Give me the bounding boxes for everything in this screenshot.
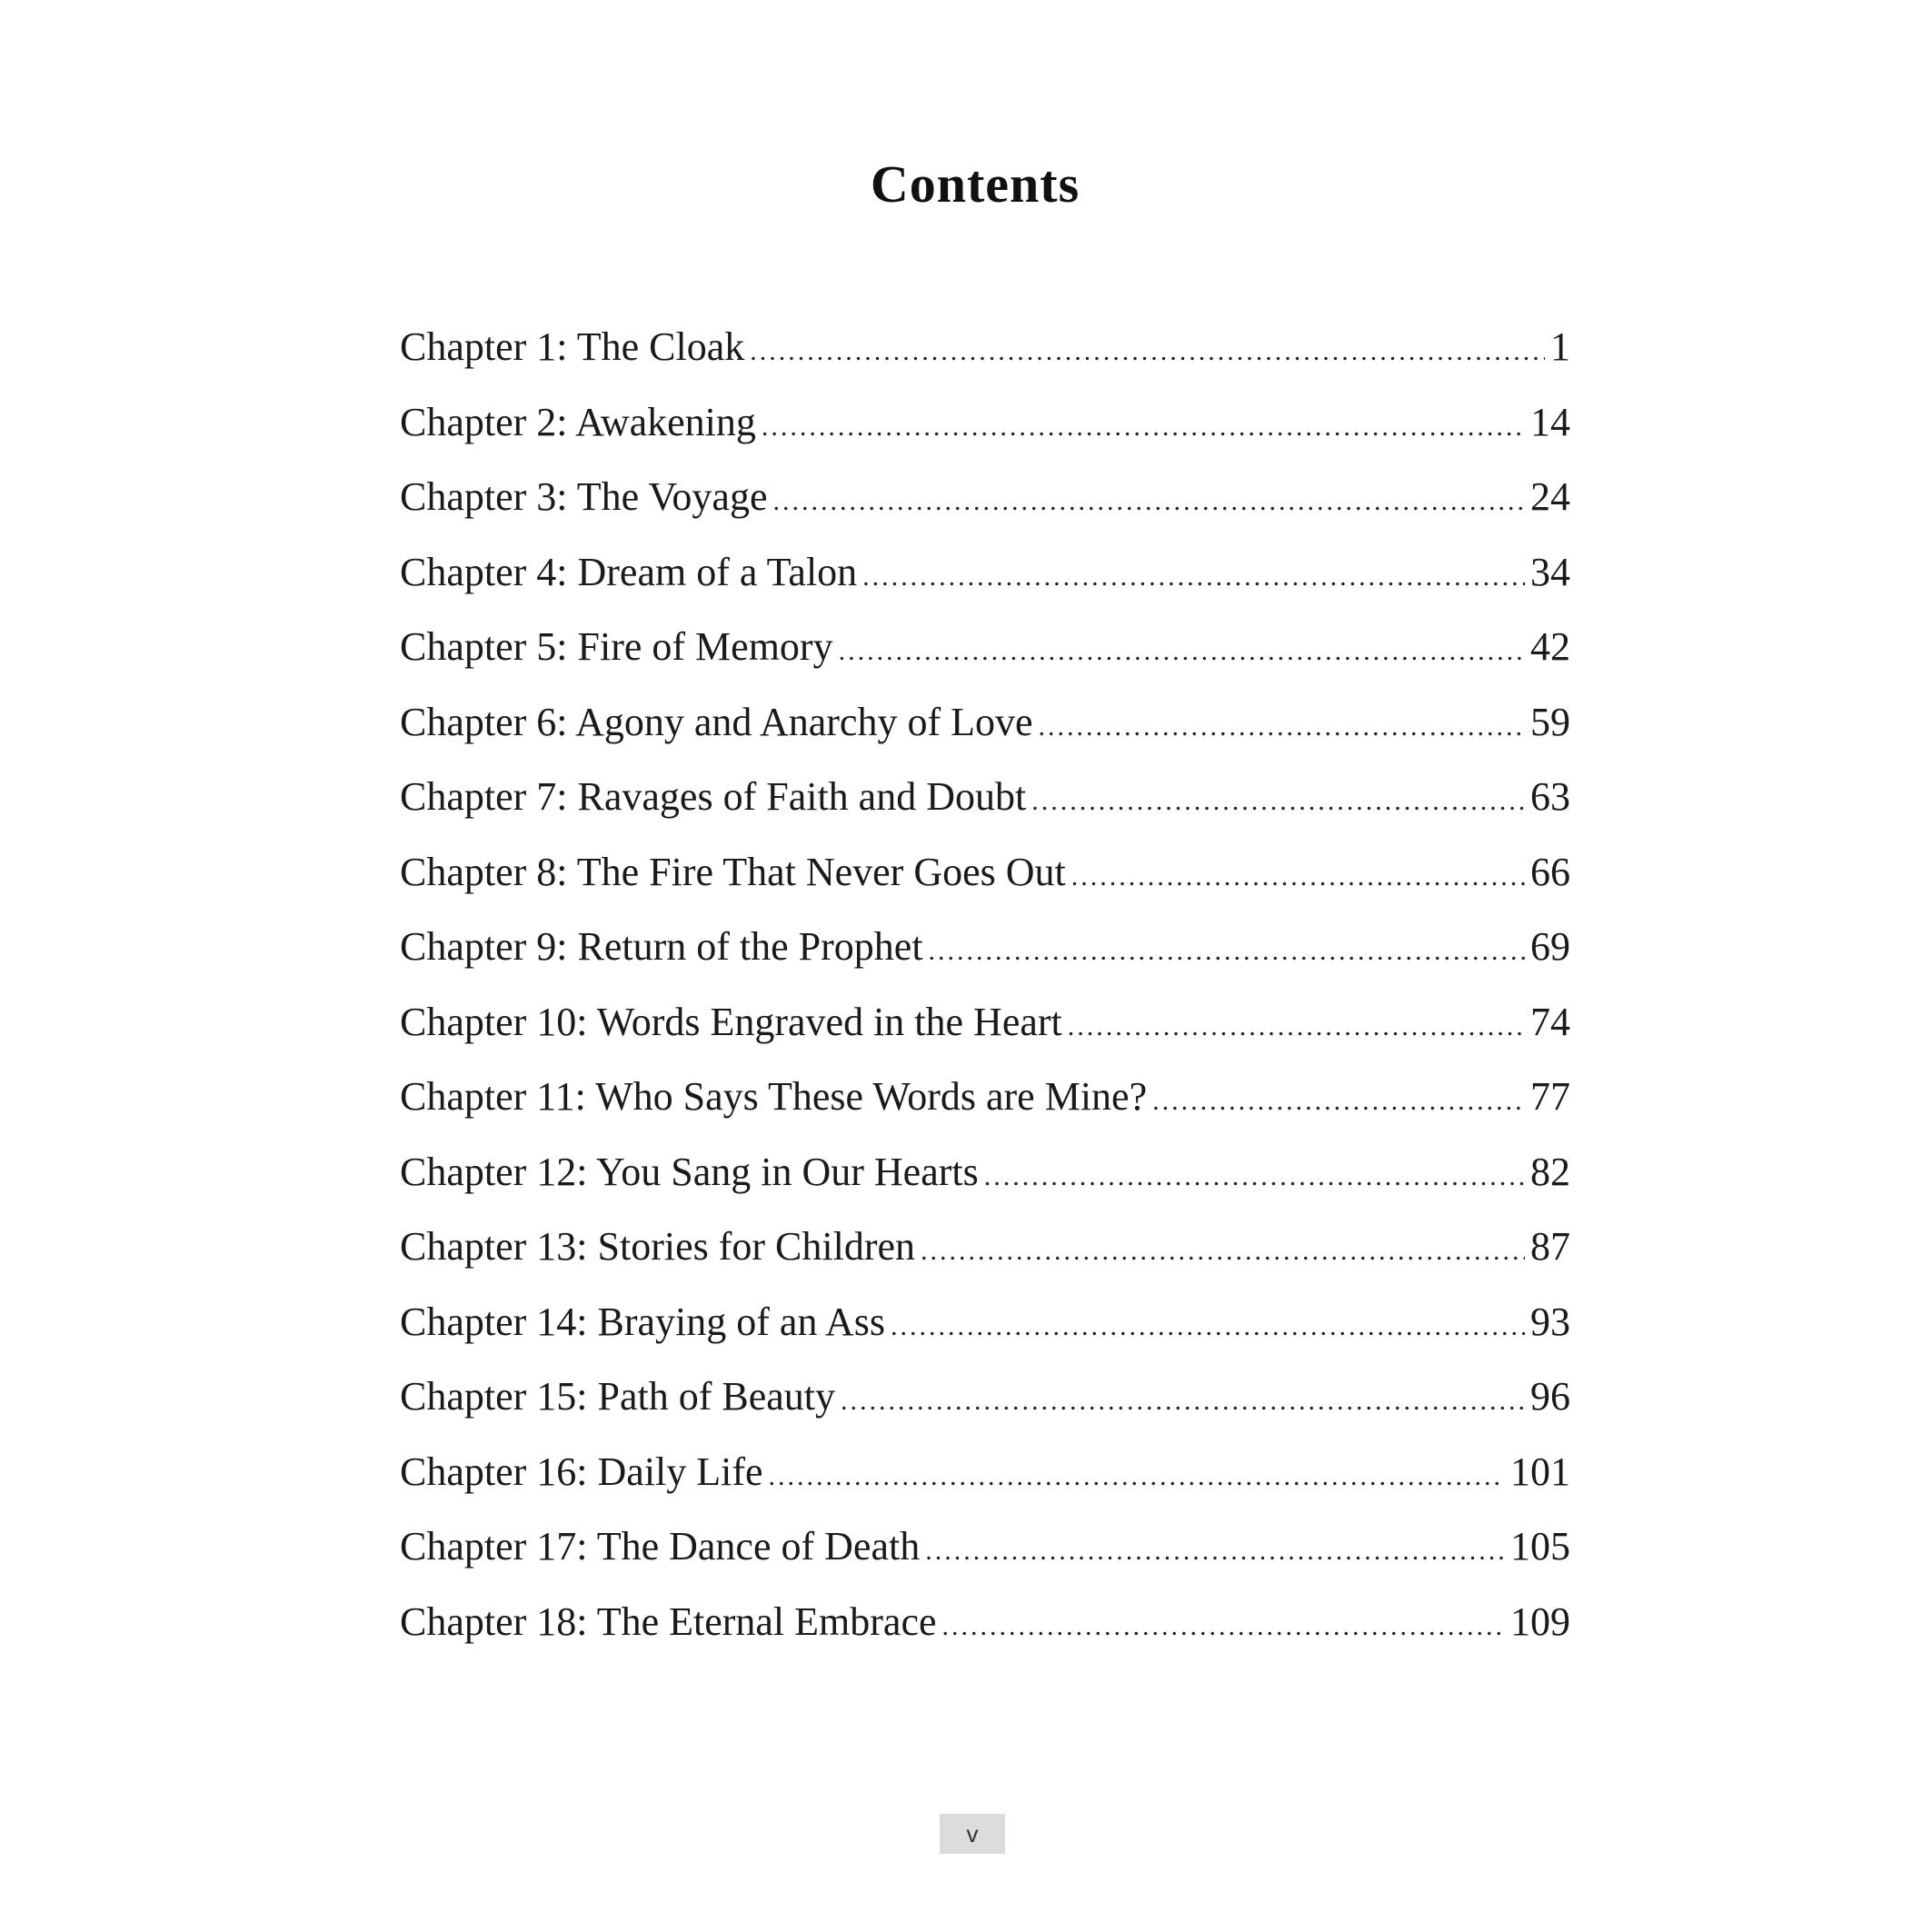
toc-entry[interactable] xyxy=(400,1365,1570,1440)
toc-entry[interactable] xyxy=(400,1515,1570,1590)
toc-entry-title: Chapter 13: Stories for Children xyxy=(400,1224,916,1269)
toc-entry[interactable] xyxy=(400,691,1570,766)
toc-dot-leader xyxy=(925,1519,1505,1583)
toc-entry[interactable] xyxy=(400,1440,1570,1516)
toc-entry-page: 87 xyxy=(1530,1224,1570,1269)
toc-entry-title: Chapter 11: Who Says These Words are Mine? xyxy=(400,1074,1148,1119)
toc-dot-leader xyxy=(839,620,1525,683)
toc-entry-page: 24 xyxy=(1530,474,1570,519)
toc-dot-leader xyxy=(984,1145,1525,1209)
toc-dot-leader xyxy=(891,1295,1525,1359)
toc-entry-page: 14 xyxy=(1530,399,1570,444)
toc-dot-leader xyxy=(921,1220,1525,1283)
toc-entry-page: 34 xyxy=(1530,549,1570,594)
toc-entry[interactable] xyxy=(400,991,1570,1066)
toc-entry[interactable] xyxy=(400,391,1570,466)
toc-entry-title: Chapter 17: The Dance of Death xyxy=(400,1524,921,1569)
toc-dot-leader xyxy=(1152,1070,1525,1133)
toc-entry[interactable] xyxy=(400,1215,1570,1290)
toc-entry-title: Chapter 5: Fire of Memory xyxy=(400,624,833,669)
toc-entry[interactable] xyxy=(400,1290,1570,1366)
toc-entry-page: 109 xyxy=(1510,1598,1570,1644)
toc-entry-title: Chapter 4: Dream of a Talon xyxy=(400,549,858,594)
toc-dot-leader xyxy=(769,1445,1505,1509)
toc-entry-title: Chapter 8: The Fire That Never Goes Out xyxy=(400,849,1066,894)
toc-entry-title: Chapter 1: The Cloak xyxy=(400,324,745,369)
toc-dot-leader xyxy=(762,395,1525,459)
page-number: v xyxy=(940,1814,1005,1854)
toc-entry[interactable] xyxy=(400,541,1570,616)
toc-entry-title: Chapter 18: The Eternal Embrace xyxy=(400,1598,937,1644)
toc-entry-page: 42 xyxy=(1530,624,1570,669)
toc-entry-page: 59 xyxy=(1530,699,1570,744)
toc-entry-title: Chapter 10: Words Engraved in the Heart xyxy=(400,999,1062,1044)
toc-entry[interactable] xyxy=(400,841,1570,916)
toc-entry-page: 66 xyxy=(1530,849,1570,894)
toc-entry[interactable] xyxy=(400,765,1570,841)
toc-entry[interactable] xyxy=(400,1065,1570,1140)
toc-entry-page: 69 xyxy=(1530,924,1570,969)
toc-dot-leader xyxy=(862,545,1525,609)
toc-dot-leader xyxy=(942,1595,1506,1658)
toc-entry-title: Chapter 9: Return of the Prophet xyxy=(400,924,923,969)
toc-dot-leader xyxy=(773,470,1526,533)
toc-entry-title: Chapter 12: You Sang in Our Hearts xyxy=(400,1149,979,1194)
toc-entry[interactable] xyxy=(400,1140,1570,1216)
toc-entry-page: 74 xyxy=(1530,999,1570,1044)
toc-dot-leader xyxy=(1039,695,1525,759)
toc-entry-page: 105 xyxy=(1510,1524,1570,1569)
toc-entry[interactable] xyxy=(400,1590,1570,1666)
toc-entry[interactable] xyxy=(400,465,1570,541)
toc-entry-title: Chapter 6: Agony and Anarchy of Love xyxy=(400,699,1033,744)
toc-entry-page: 82 xyxy=(1530,1149,1570,1194)
toc-dot-leader xyxy=(1071,845,1525,909)
toc-entry-page: 101 xyxy=(1510,1449,1570,1494)
table-of-contents xyxy=(400,315,1570,1665)
toc-entry-page: 1 xyxy=(1550,324,1570,369)
toc-dot-leader xyxy=(929,920,1525,983)
toc-entry[interactable] xyxy=(400,915,1570,991)
toc-entry-page: 77 xyxy=(1530,1074,1570,1119)
toc-entry-title: Chapter 2: Awakening xyxy=(400,399,756,444)
toc-entry-title: Chapter 14: Braying of an Ass xyxy=(400,1299,886,1344)
toc-dot-leader xyxy=(1031,770,1525,833)
toc-entry-title: Chapter 3: The Voyage xyxy=(400,474,768,519)
toc-dot-leader xyxy=(1068,995,1525,1059)
toc-entry-title: Chapter 15: Path of Beauty xyxy=(400,1374,836,1419)
toc-dot-leader xyxy=(750,320,1545,383)
page-title: Contents xyxy=(870,154,1081,214)
toc-entry-page: 96 xyxy=(1530,1374,1570,1419)
toc-entry-title: Chapter 7: Ravages of Faith and Doubt xyxy=(400,774,1027,819)
toc-entry[interactable] xyxy=(400,615,1570,691)
toc-entry-title: Chapter 16: Daily Life xyxy=(400,1449,763,1494)
toc-entry-page: 93 xyxy=(1530,1299,1570,1344)
toc-entry-page: 63 xyxy=(1530,774,1570,819)
toc-dot-leader xyxy=(841,1369,1525,1433)
toc-entry[interactable] xyxy=(400,315,1570,391)
